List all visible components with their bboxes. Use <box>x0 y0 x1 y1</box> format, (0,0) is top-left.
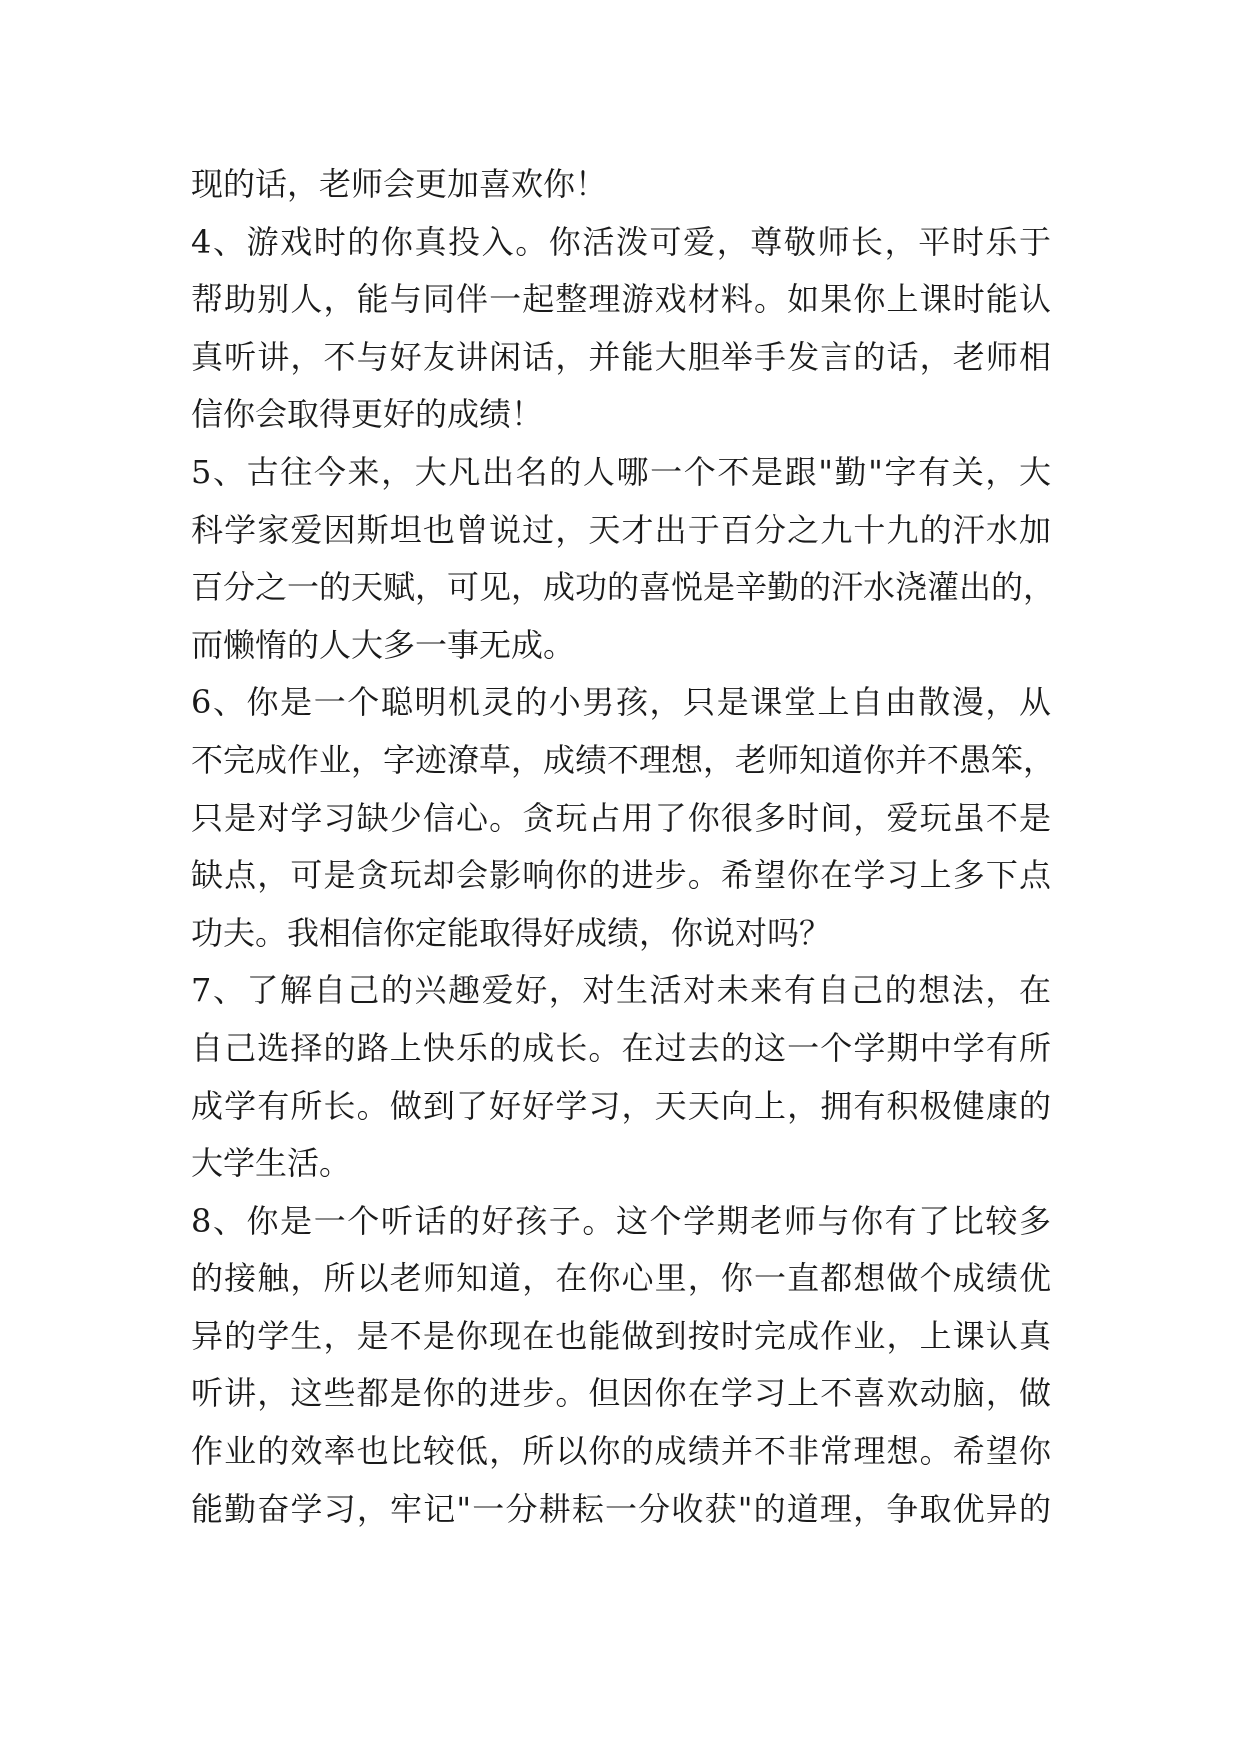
text-line: 作业的效率也比较低，所以你的成绩并不非常理想。希望你 <box>191 1432 1051 1471</box>
text-line: 现的话，老师会更加喜欢你！ <box>191 165 608 203</box>
text-line: 科学家爱因斯坦也曾说过，天才出于百分之九十九的汗水加 <box>191 510 1051 549</box>
text-line: 帮助别人，能与同伴一起整理游戏材料。如果你上课时能认 <box>191 280 1051 319</box>
text-line: 成学有所长。做到了好好学习，天天向上，拥有积极健康的 <box>191 1086 1051 1125</box>
text-line: 百分之一的天赋，可见，成功的喜悦是辛勤的汗水浇灌出的， <box>191 568 1056 607</box>
text-line: 不完成作业，字迹潦草，成绩不理想，老师知道你并不愚笨， <box>191 740 1056 779</box>
text-line: 6、你是一个聪明机灵的小男孩，只是课堂上自由散漫，从 <box>191 683 1051 722</box>
text-line: 而懒惰的人大多一事无成。 <box>191 625 576 664</box>
text-line: 8、你是一个听话的好孩子。这个学期老师与你有了比较多 <box>191 1201 1051 1240</box>
text-line: 自己选择的路上快乐的成长。在过去的这一个学期中学有所 <box>191 1028 1051 1067</box>
text-line: 功夫。我相信你定能取得好成绩，你说对吗？ <box>191 913 832 952</box>
text-line: 真听讲，不与好友讲闲话，并能大胆举手发言的话，老师相 <box>191 337 1051 376</box>
text-line: 4、游戏时的你真投入。你活泼可爱，尊敬师长，平时乐于 <box>191 222 1051 261</box>
text-line: 信你会取得更好的成绩！ <box>191 395 544 434</box>
text-line: 5、古往今来，大凡出名的人哪一个不是跟"勤"字有关，大 <box>191 452 1051 491</box>
text-line: 缺点，可是贪玩却会影响你的进步。希望你在学习上多下点 <box>191 856 1051 895</box>
text-line: 能勤奋学习，牢记"一分耕耘一分收获"的道理，争取优异的 <box>191 1489 1051 1528</box>
text-line: 听讲，这些都是你的进步。但因你在学习上不喜欢动脑，做 <box>191 1374 1051 1413</box>
text-line: 异的学生，是不是你现在也能做到按时完成作业，上课认真 <box>191 1316 1051 1355</box>
text-line: 大学生活。 <box>191 1144 352 1183</box>
text-line: 7、了解自己的兴趣爱好，对生活对未来有自己的想法，在 <box>191 971 1051 1010</box>
document-body <box>191 156 1056 1538</box>
text-line: 只是对学习缺少信心。贪玩占用了你很多时间，爱玩虽不是 <box>191 798 1051 837</box>
text-line: 的接触，所以老师知道，在你心里，你一直都想做个成绩优 <box>191 1259 1051 1298</box>
